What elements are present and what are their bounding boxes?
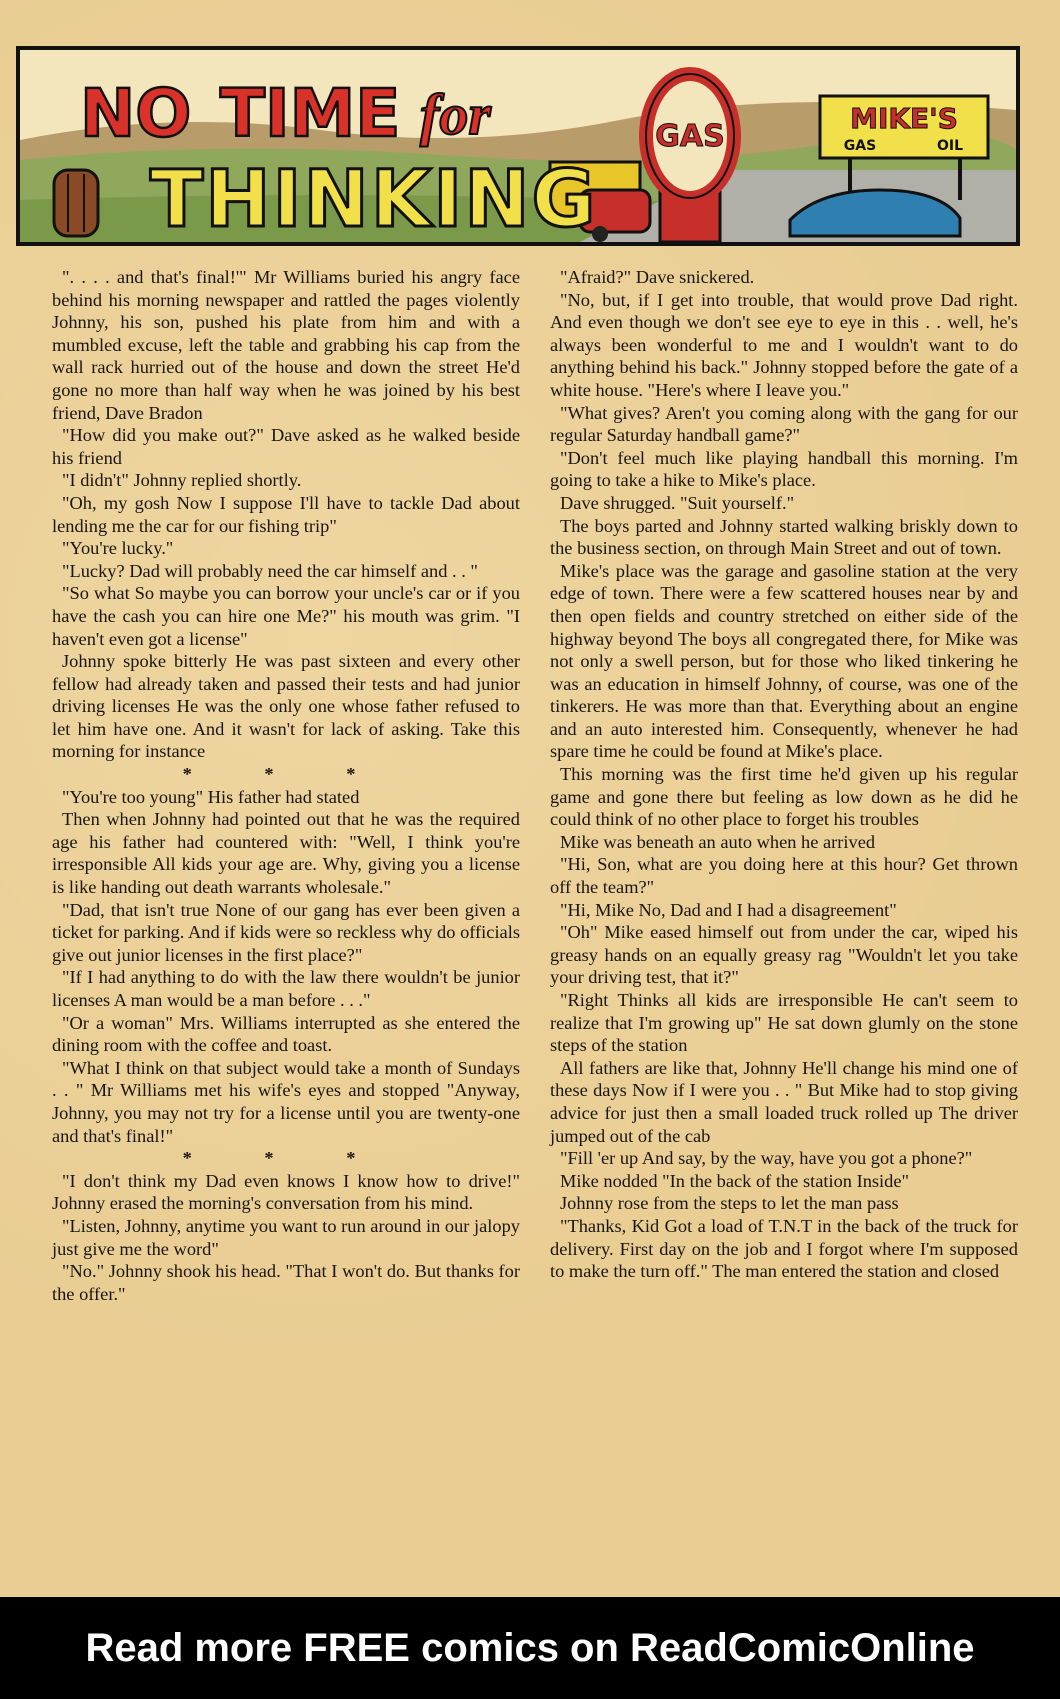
left-text-column <box>52 266 520 1305</box>
scene-separator: * * * <box>182 1148 390 1169</box>
text-paragraph: "Fill 'er up And say, by the way, have you got a phone?" <box>560 1148 973 1169</box>
right-text-column <box>550 266 1018 1283</box>
text-paragraph: "Thanks, Kid Got a load of T.N.T in the back of the truck for delivery. First day on the job and I forgot where I'm supposed to make the turn off." The man entered the station and closed <box>550 1215 1018 1282</box>
text-paragraph: "How did you make out?" Dave asked as he walked beside his friend <box>52 425 520 468</box>
text-paragraph: "What gives? Aren't you coming along with the gang for our regular Saturday handball game?" <box>550 402 1018 446</box>
text-paragraph: "Afraid?" Dave snickered. <box>560 267 755 287</box>
text-paragraph: "So what So maybe you can borrow your uncle's car or if you have the cash you can hire one Me?" his mouth was grim. "I haven't even got a license" <box>52 583 520 649</box>
text-paragraph: ". . . . and that's final!'" Mr Williams buried his angry face behind his morning newspaper and rattled the pages violently Johnny, his son, pushed his plate from him and with a mumbled excuse, left the table and grabbing his cap from the wall rack hurried out of the house and down the street He'd gone no more than half way when he was joined by his best friend, Dave Bradon <box>52 267 520 423</box>
text-paragraph: "Listen, Johnny, anytime you want to run around in our jalopy just give me the word" <box>52 1215 520 1259</box>
scene-separator: * * * <box>182 764 390 785</box>
text-paragraph: "Right Thinks all kids are irresponsible He can't seem to realize that I'm growing up" He sat down glumly on the stone steps of the station <box>550 990 1018 1056</box>
text-paragraph: "No." Johnny shook his head. "That I won't do. But thanks for the offer." <box>52 1261 520 1304</box>
title-time: TIME <box>220 75 401 152</box>
title-illustration <box>20 50 1016 242</box>
text-paragraph: Mike nodded "In the back of the station Inside" <box>560 1170 910 1191</box>
text-paragraph: Dave shrugged. "Suit yourself." <box>560 492 795 513</box>
text-paragraph: "Dad, that isn't true None of our gang has ever been given a ticket for parking. And if kids were so reckless why do officials give out junior licenses in the first place?" <box>52 899 520 965</box>
text-paragraph: All fathers are like that, Johnny He'll change his mind one of these days Now if I were you . . " But Mike had to stop giving advice for just then a small loaded truck rolled up The driver jumped out of the cab <box>550 1057 1018 1146</box>
text-paragraph: Johnny rose from the steps to let the man pass <box>560 1193 899 1214</box>
text-paragraph: "If I had anything to do with the law there wouldn't be junior licenses A man would be a man before . . ." <box>52 967 520 1010</box>
text-paragraph: "Or a woman" Mrs. Williams interrupted as she entered the dining room with the coffee and toast. <box>52 1012 520 1056</box>
text-paragraph: Johnny spoke bitterly He was past sixteen and every other fellow had already taken and passed their tests and had junior driving licenses He was the only one whose father refused to let him have one. And it wasn't for lack of asking. Take this morning for instance <box>52 651 520 762</box>
mikes-sign-text: MIKE'S <box>850 102 958 135</box>
text-paragraph: "Oh" Mike eased himself out from under the car, wiped his greasy hands on an equally greasy rag "Wouldn't let you take your driving test, that it?" <box>550 922 1018 988</box>
promo-banner[interactable] <box>0 1597 1060 1699</box>
text-paragraph: "Oh, my gosh Now I suppose I'll have to tackle Dad about lending me the car for our fishing trip" <box>52 492 520 536</box>
title-no: NO <box>80 75 192 152</box>
text-paragraph: "No, but, if I get into trouble, that would prove Dad right. And even though we don't see eye to eye in this . . well, he's always been wonderful to me and I wouldn't want to do anything behind his back." Johnny stopped before the gate of a white house. "Here's where I leave you." <box>550 289 1018 400</box>
barrel-icon <box>54 170 98 236</box>
text-paragraph: "Lucky? Dad will probably need the car himself and . . " <box>62 560 478 581</box>
gas-pump-sign <box>646 74 734 242</box>
text-paragraph: "You're lucky." <box>62 538 174 559</box>
mikes-gas-text: GAS <box>843 138 877 154</box>
text-paragraph: "Hi, Son, what are you doing here at this hour? Get thrown off the team?" <box>550 854 1018 898</box>
text-paragraph: "Don't feel much like playing handball this morning. I'm going to take a hike to Mike's place. <box>550 447 1018 491</box>
text-paragraph: "What I think on that subject would take a month of Sundays . . " Mr Williams met his wife's eyes and stopped "Anyway, Johnny, you may not try for a license until you are twenty-one and that's final!" <box>52 1057 520 1146</box>
promo-banner-text: Read more FREE comics on ReadComicOnline <box>85 1625 975 1670</box>
gas-sign-text: GAS <box>655 119 725 154</box>
text-paragraph: Mike was beneath an auto when he arrived <box>560 831 876 852</box>
text-paragraph: Then when Johnny had pointed out that he was the required age his father had countered with: "Well, I think you're irresponsible All kids your age are. Why, giving you a license is like handing out death warrants wholesale." <box>52 809 520 898</box>
text-paragraph: Mike's place was the garage and gasoline station at the very edge of town. There were a few scattered houses near by and then open fields and country stretched on either side of the highway beyond The boys all congregated there, for Mike was not only a swell person, but for those who liked tinkering he was an education in himself Johnny, of course, was one of the tinkerers. He was more than that. Everything about an engine and an auto interested him. Consequently, whenever he had spare time he could be found at Mike's place. <box>550 560 1018 762</box>
title-for: for <box>420 82 491 147</box>
mikes-oil-text: OIL <box>936 138 964 154</box>
text-paragraph: "I don't think my Dad even knows I know how to drive!" Johnny erased the morning's conversation from his mind. <box>52 1170 520 1214</box>
text-paragraph: "Hi, Mike No, Dad and I had a disagreement" <box>560 899 897 920</box>
title-thinking: THINKING <box>150 155 598 242</box>
text-paragraph: "I didn't" Johnny replied shortly. <box>62 470 302 491</box>
text-paragraph: This morning was the first time he'd given up his regular game and gone there but feeling as low down as he did he could think of no other place to forget his troubles <box>550 764 1018 830</box>
title-panel <box>16 46 1020 246</box>
text-paragraph: "You're too young" His father had stated <box>62 786 360 807</box>
text-paragraph: The boys parted and Johnny started walking briskly down to the business section, on through Main Street and out of town. <box>550 515 1018 559</box>
